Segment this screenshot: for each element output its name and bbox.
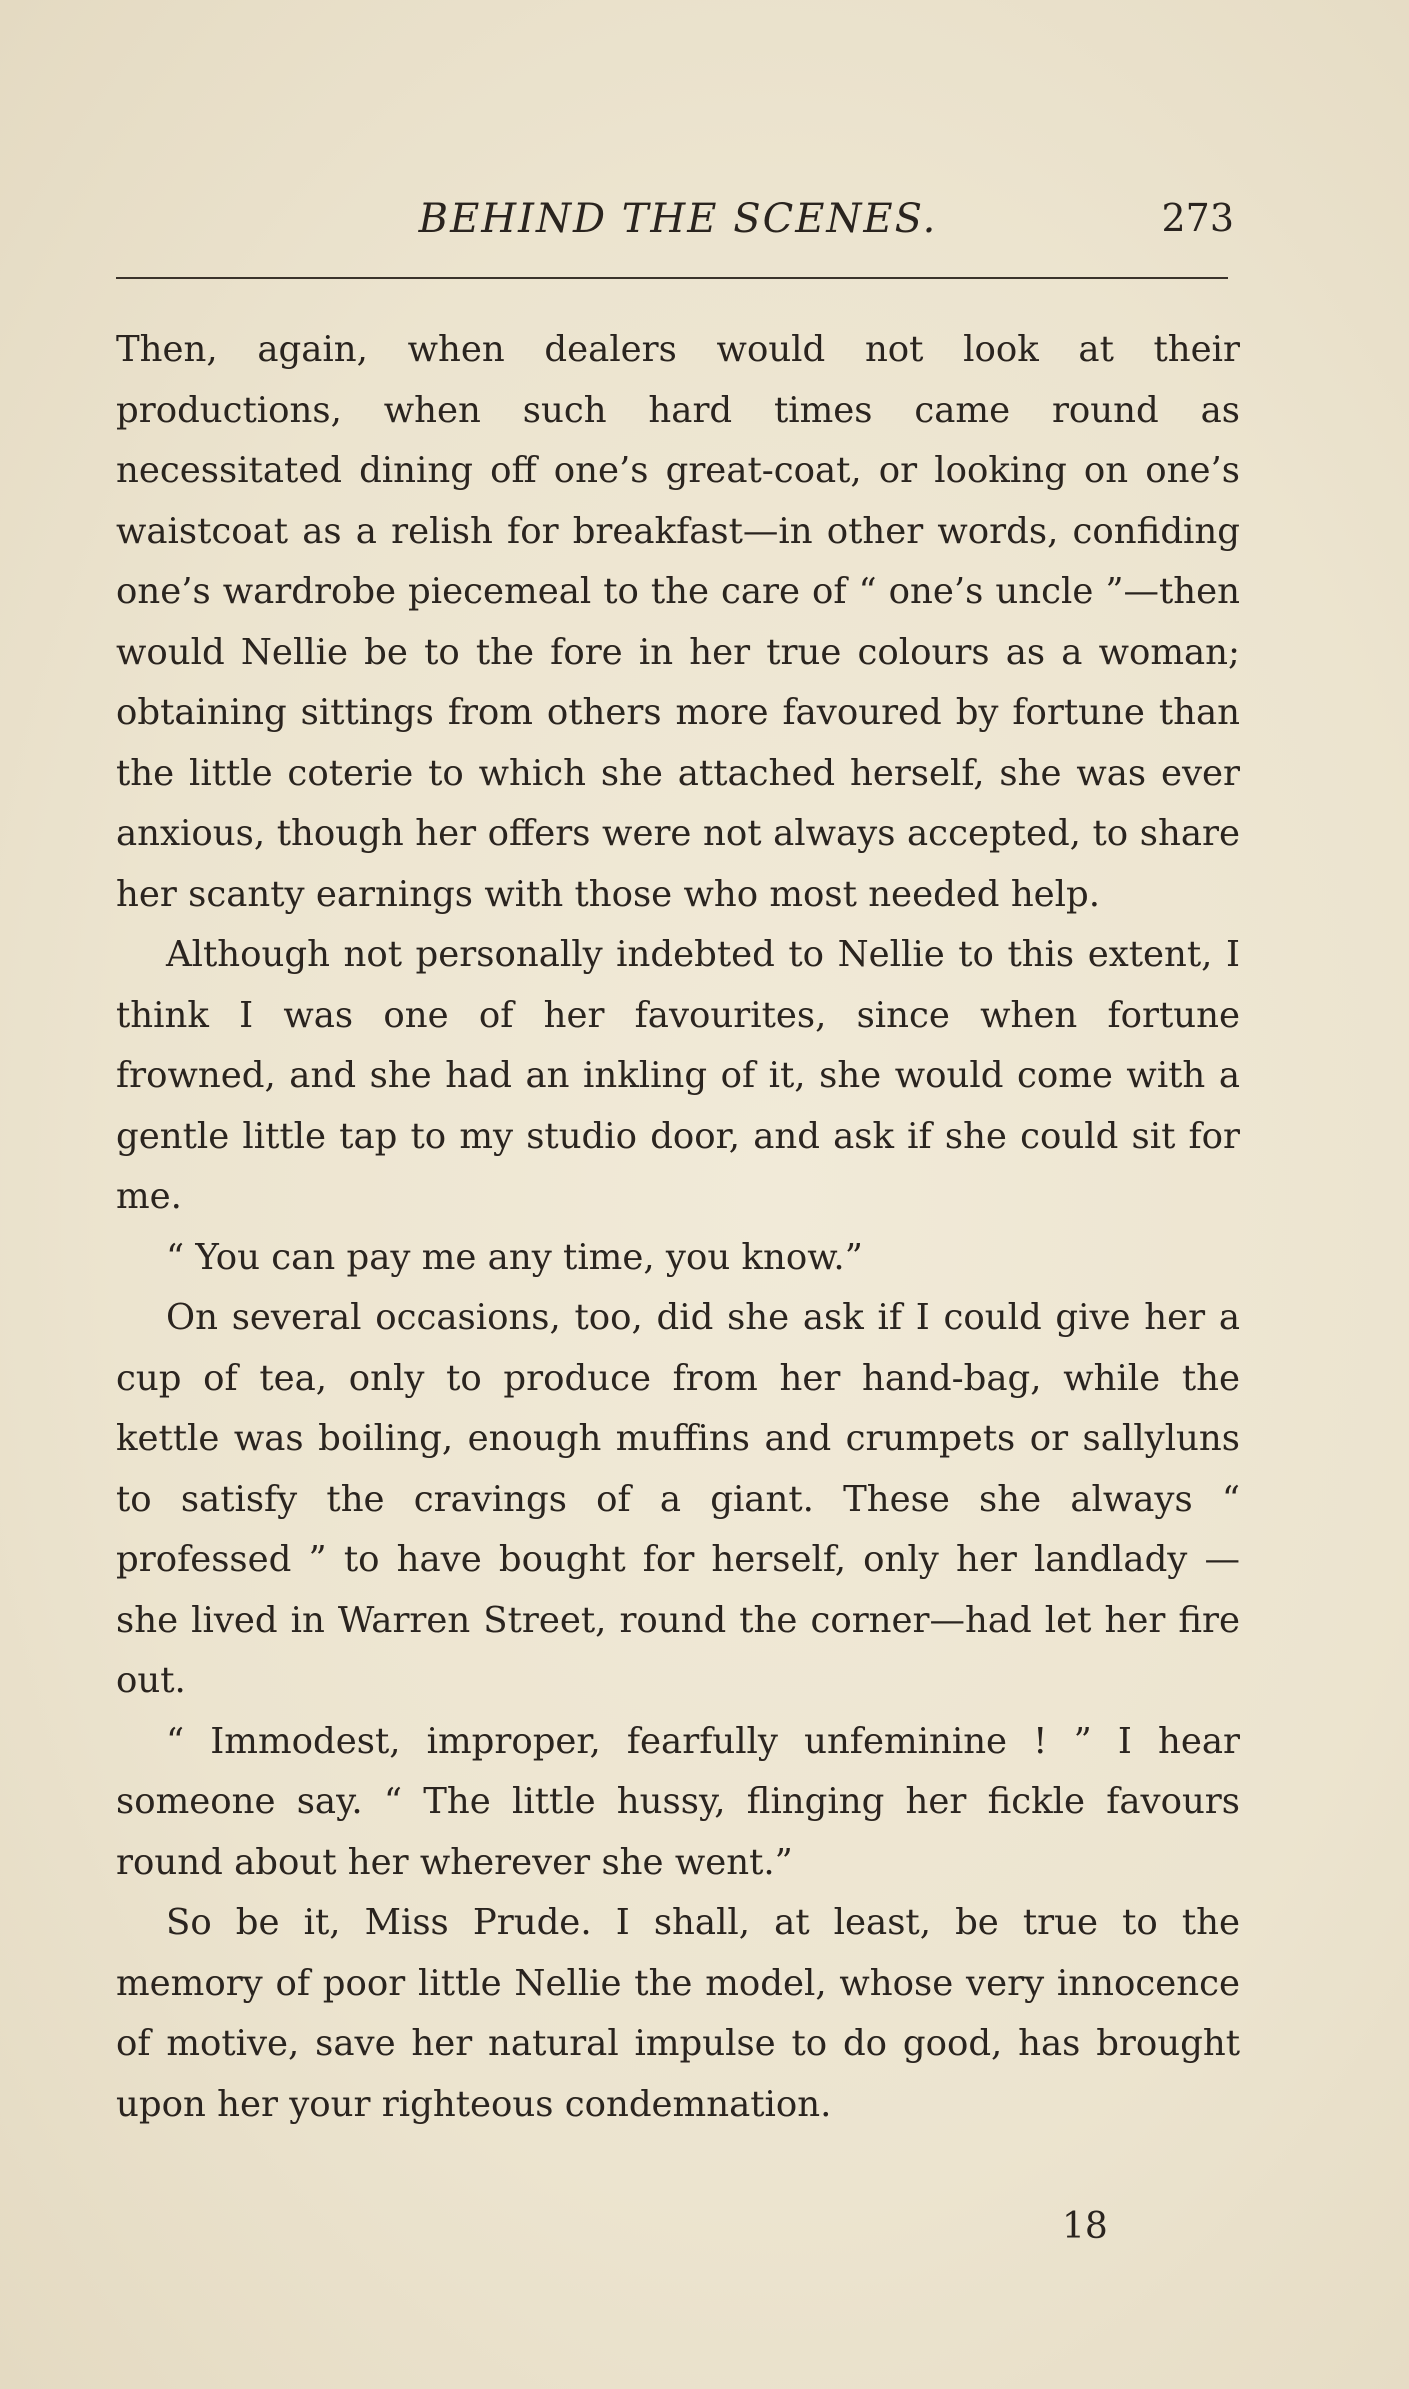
paragraph-4: On several occasions, too, did she ask if I could give her a cup of tea, only to produce from her hand-bag, while the kettle was boiling, enough muffins and crumpets or sallyluns to satisfy the cravings of a giant. These she always “ professed ” to have bought for herself, only her landlady —she lived in Warren Street, round the corner—had let her fire out. bbox=[116, 1297, 1240, 1701]
paragraph-5: “ Immodest, improper, fearfully unfeminine ! ” I hear someone say. “ The little hussy, flinging her fickle favours round about her wherever she went.” bbox=[116, 1720, 1240, 1883]
paragraph-1: Then, again, when dealers would not look at their productions, when such hard times came round as necessitated dining off one’s great-coat, or looking on one’s waistcoat as a relish for breakfast—in other words, confiding one’s wardrobe piecemeal to the care of “ one’s uncle ”—then would Nellie be to the fore in her true colours as a woman; obtaining sittings from others more favoured by fortune than the little coterie to which she attached herself, she was ever anxious, though her offers were not always accepted, to share her scanty earnings with those who most needed help. bbox=[116, 329, 1240, 915]
page-number: 273 bbox=[1161, 196, 1234, 240]
body-text bbox=[116, 320, 1240, 2135]
paragraph-2: Although not personally indebted to Nellie to this extent, I think I was one of her favourites, since when fortune frowned, and she had an inkling of it, she would come with a gentle little tap to my studio door, and ask if she could sit for me. bbox=[116, 934, 1240, 1217]
page-header bbox=[116, 190, 1240, 250]
paragraph-3: “ You can pay me any time, you know.” bbox=[166, 1236, 863, 1278]
signature-mark: 18 bbox=[1062, 2206, 1108, 2247]
header-rule bbox=[116, 277, 1228, 279]
running-title: BEHIND THE SCENES. bbox=[418, 196, 938, 242]
paragraph-6: So be it, Miss Prude. I shall, at least, be true to the memory of poor little Nellie the model, whose very innocence of motive, save her natural impulse to do good, has brought upon her your righteous condemnation. bbox=[116, 1902, 1240, 2125]
